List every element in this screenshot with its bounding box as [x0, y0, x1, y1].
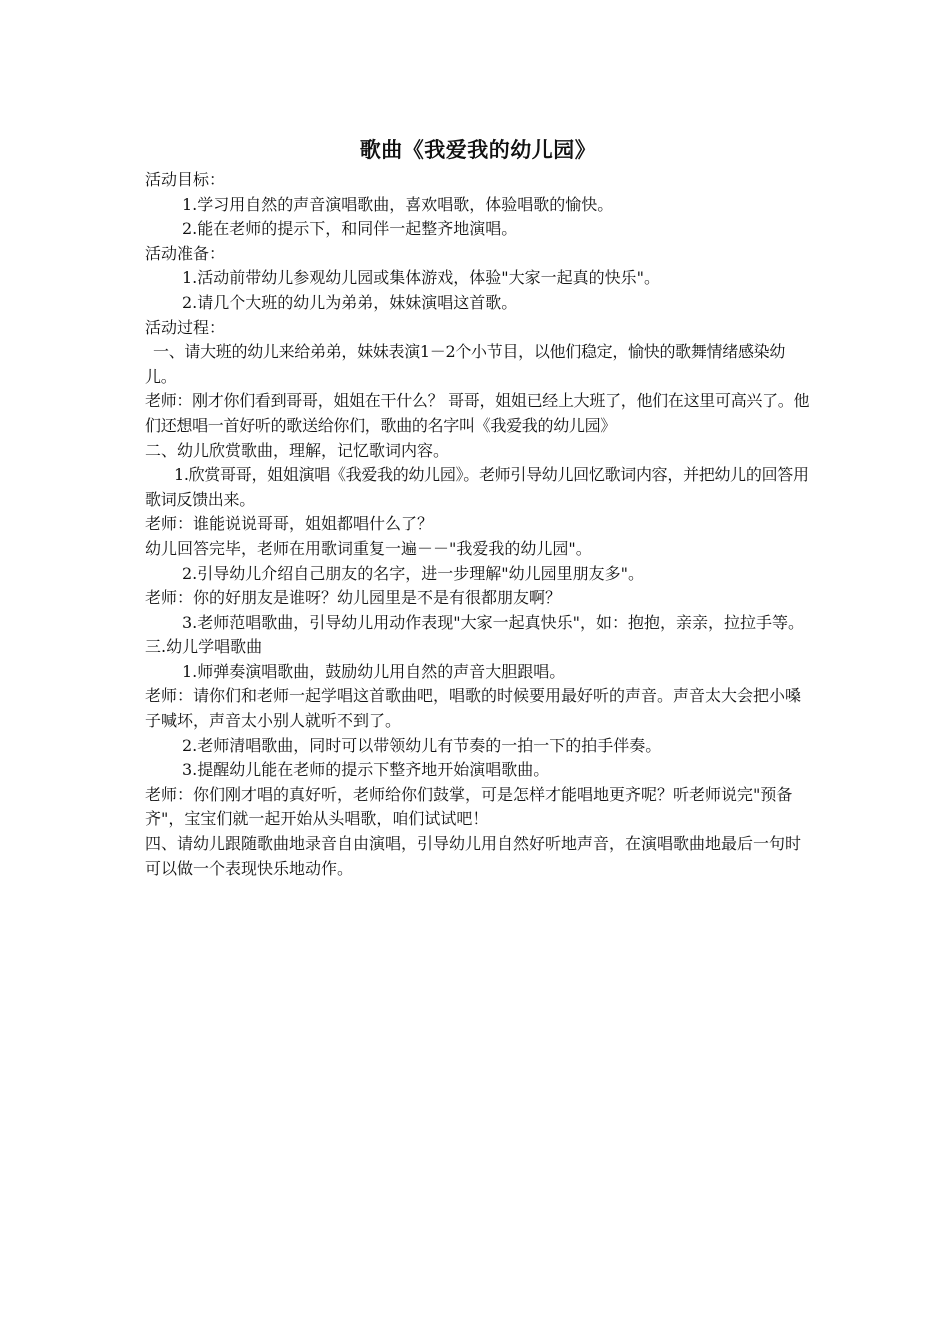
goal-item-2: 2.能在老师的提示下，和同伴一起整齐地演唱。: [182, 219, 518, 239]
preparation-item-1: 1.活动前带幼儿参观幼儿园或集体游戏，体验"大家一起真的快乐"。: [182, 268, 660, 288]
process-step-4: 四、请幼儿跟随歌曲地录音自由演唱，引导幼儿用自然好听地声音，在演唱歌曲地最后一句时可以做一个表现快乐地动作。: [145, 834, 802, 878]
step-2-item-3: 3.老师范唱歌曲，引导幼儿用动作表现"大家一起真快乐"，如：抱抱，亲亲，拉拉手等。: [182, 612, 804, 632]
section-heading-goals: 活动目标：: [145, 170, 226, 189]
section-heading-preparation: 活动准备：: [145, 243, 226, 263]
process-step-1-text: 一、请大班的幼儿来给弟弟，妹妹表演1－2个小节目，以他们稳定，愉快的歌舞情绪感染幼儿。: [145, 342, 786, 386]
process-step-2: 二、幼儿欣赏歌曲，理解，记忆歌词内容。: [145, 440, 450, 460]
process-step-1: [145, 340, 811, 389]
goal-item-1: 1.学习用自然的声音演唱歌曲，喜欢唱歌，体验唱歌的愉快。: [182, 194, 614, 214]
step-2-item-2: 2.引导幼儿介绍自己朋友的名字，进一步理解"幼儿园里朋友多"。: [182, 563, 644, 583]
document-page: [145, 128, 811, 881]
preparation-item-2: 2.请几个大班的幼儿为弟弟，妹妹演唱这首歌。: [182, 292, 518, 312]
step-3-item-1: 1.师弹奏演唱歌曲，鼓励幼儿用自然的声音大胆跟唱。: [182, 661, 566, 681]
step-2-item-1: 1.欣赏哥哥，姐姐演唱《我爱我的幼儿园》。老师引导幼儿回忆歌词内容，并把幼儿的回答用歌词反馈出来。: [145, 465, 809, 509]
section-heading-process: 活动过程：: [145, 317, 226, 337]
process-step-3: 三.幼儿学唱歌曲: [145, 637, 263, 657]
teacher-line-5: 老师：你们刚才唱的真好听，老师给你们鼓掌，可是怎样才能唱地更齐呢？听老师说完"预备齐"，宝宝们就一起开始从头唱歌，咱们试试吧！: [145, 784, 793, 829]
step-3-item-3: 3.提醒幼儿能在老师的提示下整齐地开始演唱歌曲。: [182, 760, 550, 780]
document-title: 歌曲《我爱我的幼儿园》: [359, 138, 597, 162]
step-3-item-2: 2.老师清唱歌曲，同时可以带领幼儿有节奏的一拍一下的拍手伴奏。: [182, 735, 662, 755]
teacher-line-2: 老师：谁能说说哥哥，姐姐都唱什么了？: [145, 514, 434, 534]
teacher-line-3: 老师：你的好朋友是谁呀？幼儿园里是不是有很都朋友啊？: [145, 588, 562, 608]
child-answer-line: 幼儿回答完毕，老师在用歌词重复一遍－－"我爱我的幼儿园"。: [145, 538, 592, 558]
teacher-line-1: 老师：刚才你们看到哥哥，姐姐在干什么？ 哥哥，姐姐已经上大班了，他们在这里可高兴了。他们还想唱一首好听的歌送给你们，歌曲的名字叫《我爱我的幼儿园》: [145, 391, 810, 435]
teacher-line-4: 老师：请你们和老师一起学唱这首歌曲吧，唱歌的时候要用最好听的声音。声音太大会把小嗓子喊坏，声音太小别人就听不到了。: [145, 686, 802, 731]
